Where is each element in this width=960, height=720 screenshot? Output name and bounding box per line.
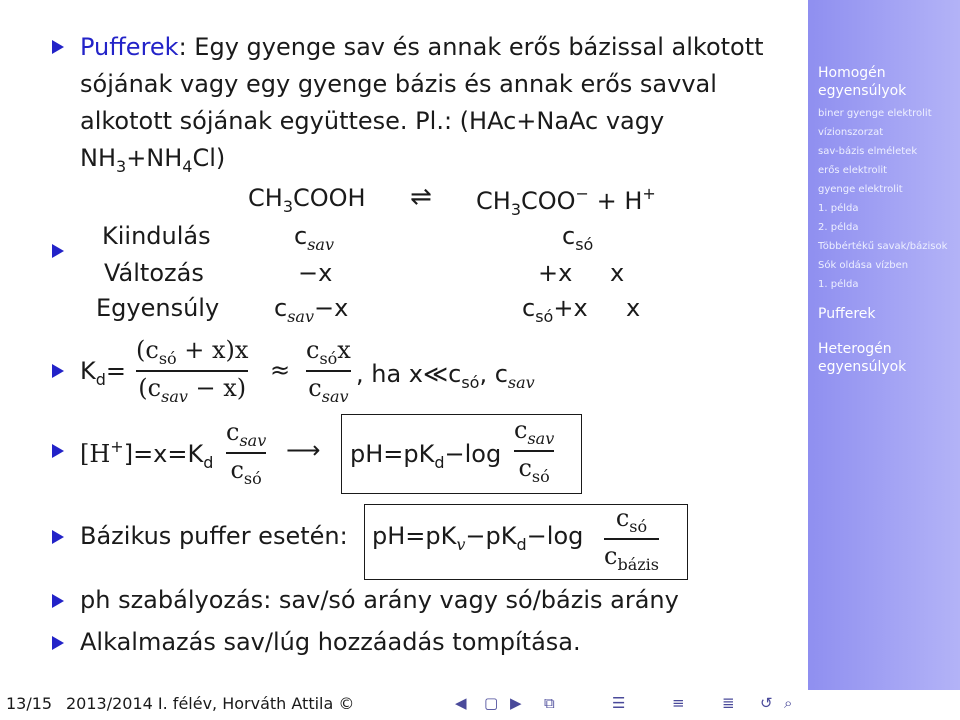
bullet-7 bbox=[52, 636, 64, 650]
kd-condition: , ha $x≪c_{só}$, $c_{sav}$ bbox=[356, 360, 535, 392]
sidebar-item-gyenge[interactable]: gyenge elektrolit bbox=[818, 184, 903, 195]
approx-sign: ≈ bbox=[270, 356, 291, 384]
sidebar-item-pufferek[interactable]: Pufferek bbox=[818, 306, 876, 322]
term-pufferek: Pufferek bbox=[80, 33, 179, 61]
definition-line-2: sójának vagy egy gyenge bázis és annak erős savval bbox=[80, 70, 717, 98]
sidebar-item-pelda-2[interactable]: 2. példa bbox=[818, 222, 859, 233]
ph-basic-expression: $pH=pK_v-pK_d-\log$ bbox=[372, 522, 584, 554]
row-initial-salt: $c_{só}$ bbox=[562, 222, 594, 254]
bullet-1 bbox=[52, 40, 64, 54]
row-equilibrium-label: Egyensúly bbox=[96, 294, 220, 322]
sidebar-item-pelda-3[interactable]: 1. példa bbox=[818, 279, 859, 290]
sidebar-item-tobberteku[interactable]: Többértékű savak/bázisok bbox=[818, 241, 948, 252]
page-number: 13/15 bbox=[6, 694, 53, 713]
kd-symbol: $K_d=$ bbox=[80, 357, 127, 389]
nav-align-icon[interactable]: ≣ bbox=[722, 694, 735, 712]
row-change-h: x bbox=[610, 259, 625, 287]
sidebar-item-pelda-1[interactable]: 1. példa bbox=[818, 203, 859, 214]
nav-left-icon[interactable]: ◀ bbox=[455, 694, 467, 712]
bullet-4 bbox=[52, 444, 64, 458]
implies-arrow-icon: ⟶ bbox=[286, 436, 321, 464]
sidebar-item-biner[interactable]: biner gyenge elektrolit bbox=[818, 108, 932, 119]
sidebar-item-sav-bazis[interactable]: sav-bázis elméletek bbox=[818, 146, 918, 157]
ph-acid-expression: $pH=pK_d-\log$ bbox=[350, 440, 502, 472]
nav-frame-icon[interactable]: ▢ bbox=[484, 694, 499, 712]
bullet-6 bbox=[52, 594, 64, 608]
row-initial-acid: $c_{sav}$ bbox=[294, 222, 334, 254]
nav-search-icon[interactable]: ⌕ bbox=[784, 694, 793, 712]
ph-regulation-line: ph szabályozás: sav/só arány vagy só/bázis arány bbox=[80, 586, 679, 614]
ph-acid-fraction: $c_{sav}$ $c_{só}$ bbox=[514, 416, 555, 486]
h-expression: $[H^+]=x=K_d$ bbox=[80, 437, 214, 472]
nav-section-icon[interactable]: ⧉ bbox=[544, 694, 555, 712]
sidebar-item-homogen[interactable]: Homogén egyensúlyok bbox=[818, 65, 907, 99]
definition-line-4: $NH_3+NH_4Cl$) bbox=[80, 144, 226, 176]
reaction-lhs: $CH_3COOH$ bbox=[248, 184, 366, 216]
row-initial-label: Kiindulás bbox=[102, 222, 211, 250]
reaction-rhs: $CH_3COO^- + H^+$ bbox=[476, 184, 656, 219]
nav-right-icon[interactable]: ▶ bbox=[510, 694, 522, 712]
sidebar-item-eros[interactable]: erős elektrolit bbox=[818, 165, 888, 176]
bullet-3 bbox=[52, 364, 64, 378]
nav-undo-icon[interactable]: ↺ bbox=[760, 694, 773, 712]
kd-approx-fraction: $c_{só}x$ $c_{sav}$ bbox=[306, 336, 351, 406]
definition-line-3: alkotott sójának együttese. Pl.: (HAc+NaAc vagy bbox=[80, 107, 665, 135]
nav-toc-icon[interactable]: ≡ bbox=[672, 694, 685, 712]
sidebar-item-vizionszorzat[interactable]: vízionszorzat bbox=[818, 127, 884, 138]
sidebar-item-sok-oldasa[interactable]: Sók oldása vízben bbox=[818, 260, 909, 271]
footer-bar bbox=[0, 690, 960, 720]
row-equilibrium-salt: $c_{só}+x$ bbox=[522, 294, 588, 326]
row-change-acid: −x bbox=[298, 259, 333, 287]
row-change-salt: +x bbox=[538, 259, 573, 287]
row-equilibrium-acid: $c_{sav}-x$ bbox=[274, 294, 349, 326]
definition-line-1: Pufferek: Egy gyenge sav és annak erős bázissal alkotott bbox=[80, 33, 764, 61]
kd-fraction: $(c_{só} + x)x$ $(c_{sav} - x)$ bbox=[136, 336, 249, 406]
basic-buffer-label: Bázikus puffer esetén: bbox=[80, 522, 348, 550]
h-fraction: $c_{sav}$ $c_{só}$ bbox=[226, 418, 267, 488]
bullet-2 bbox=[52, 244, 64, 258]
application-line: Alkalmazás sav/lúg hozzáadás tompítása. bbox=[80, 628, 581, 656]
row-change-label: Változás bbox=[104, 259, 204, 287]
row-equilibrium-h: x bbox=[626, 294, 641, 322]
ph-basic-fraction: $c_{só}$ $c_{bázis}$ bbox=[604, 504, 659, 574]
footer-info: 2013/2014 I. félév, Horváth Attila © bbox=[66, 694, 355, 713]
sidebar-item-heterogen[interactable]: Heterogén egyensúlyok bbox=[818, 341, 907, 375]
equilibrium-arrow-icon: ⇌ bbox=[410, 182, 432, 212]
bullet-5 bbox=[52, 530, 64, 544]
navigation-sidebar bbox=[808, 0, 960, 690]
nav-subsection-icon[interactable]: ☰ bbox=[612, 694, 626, 712]
